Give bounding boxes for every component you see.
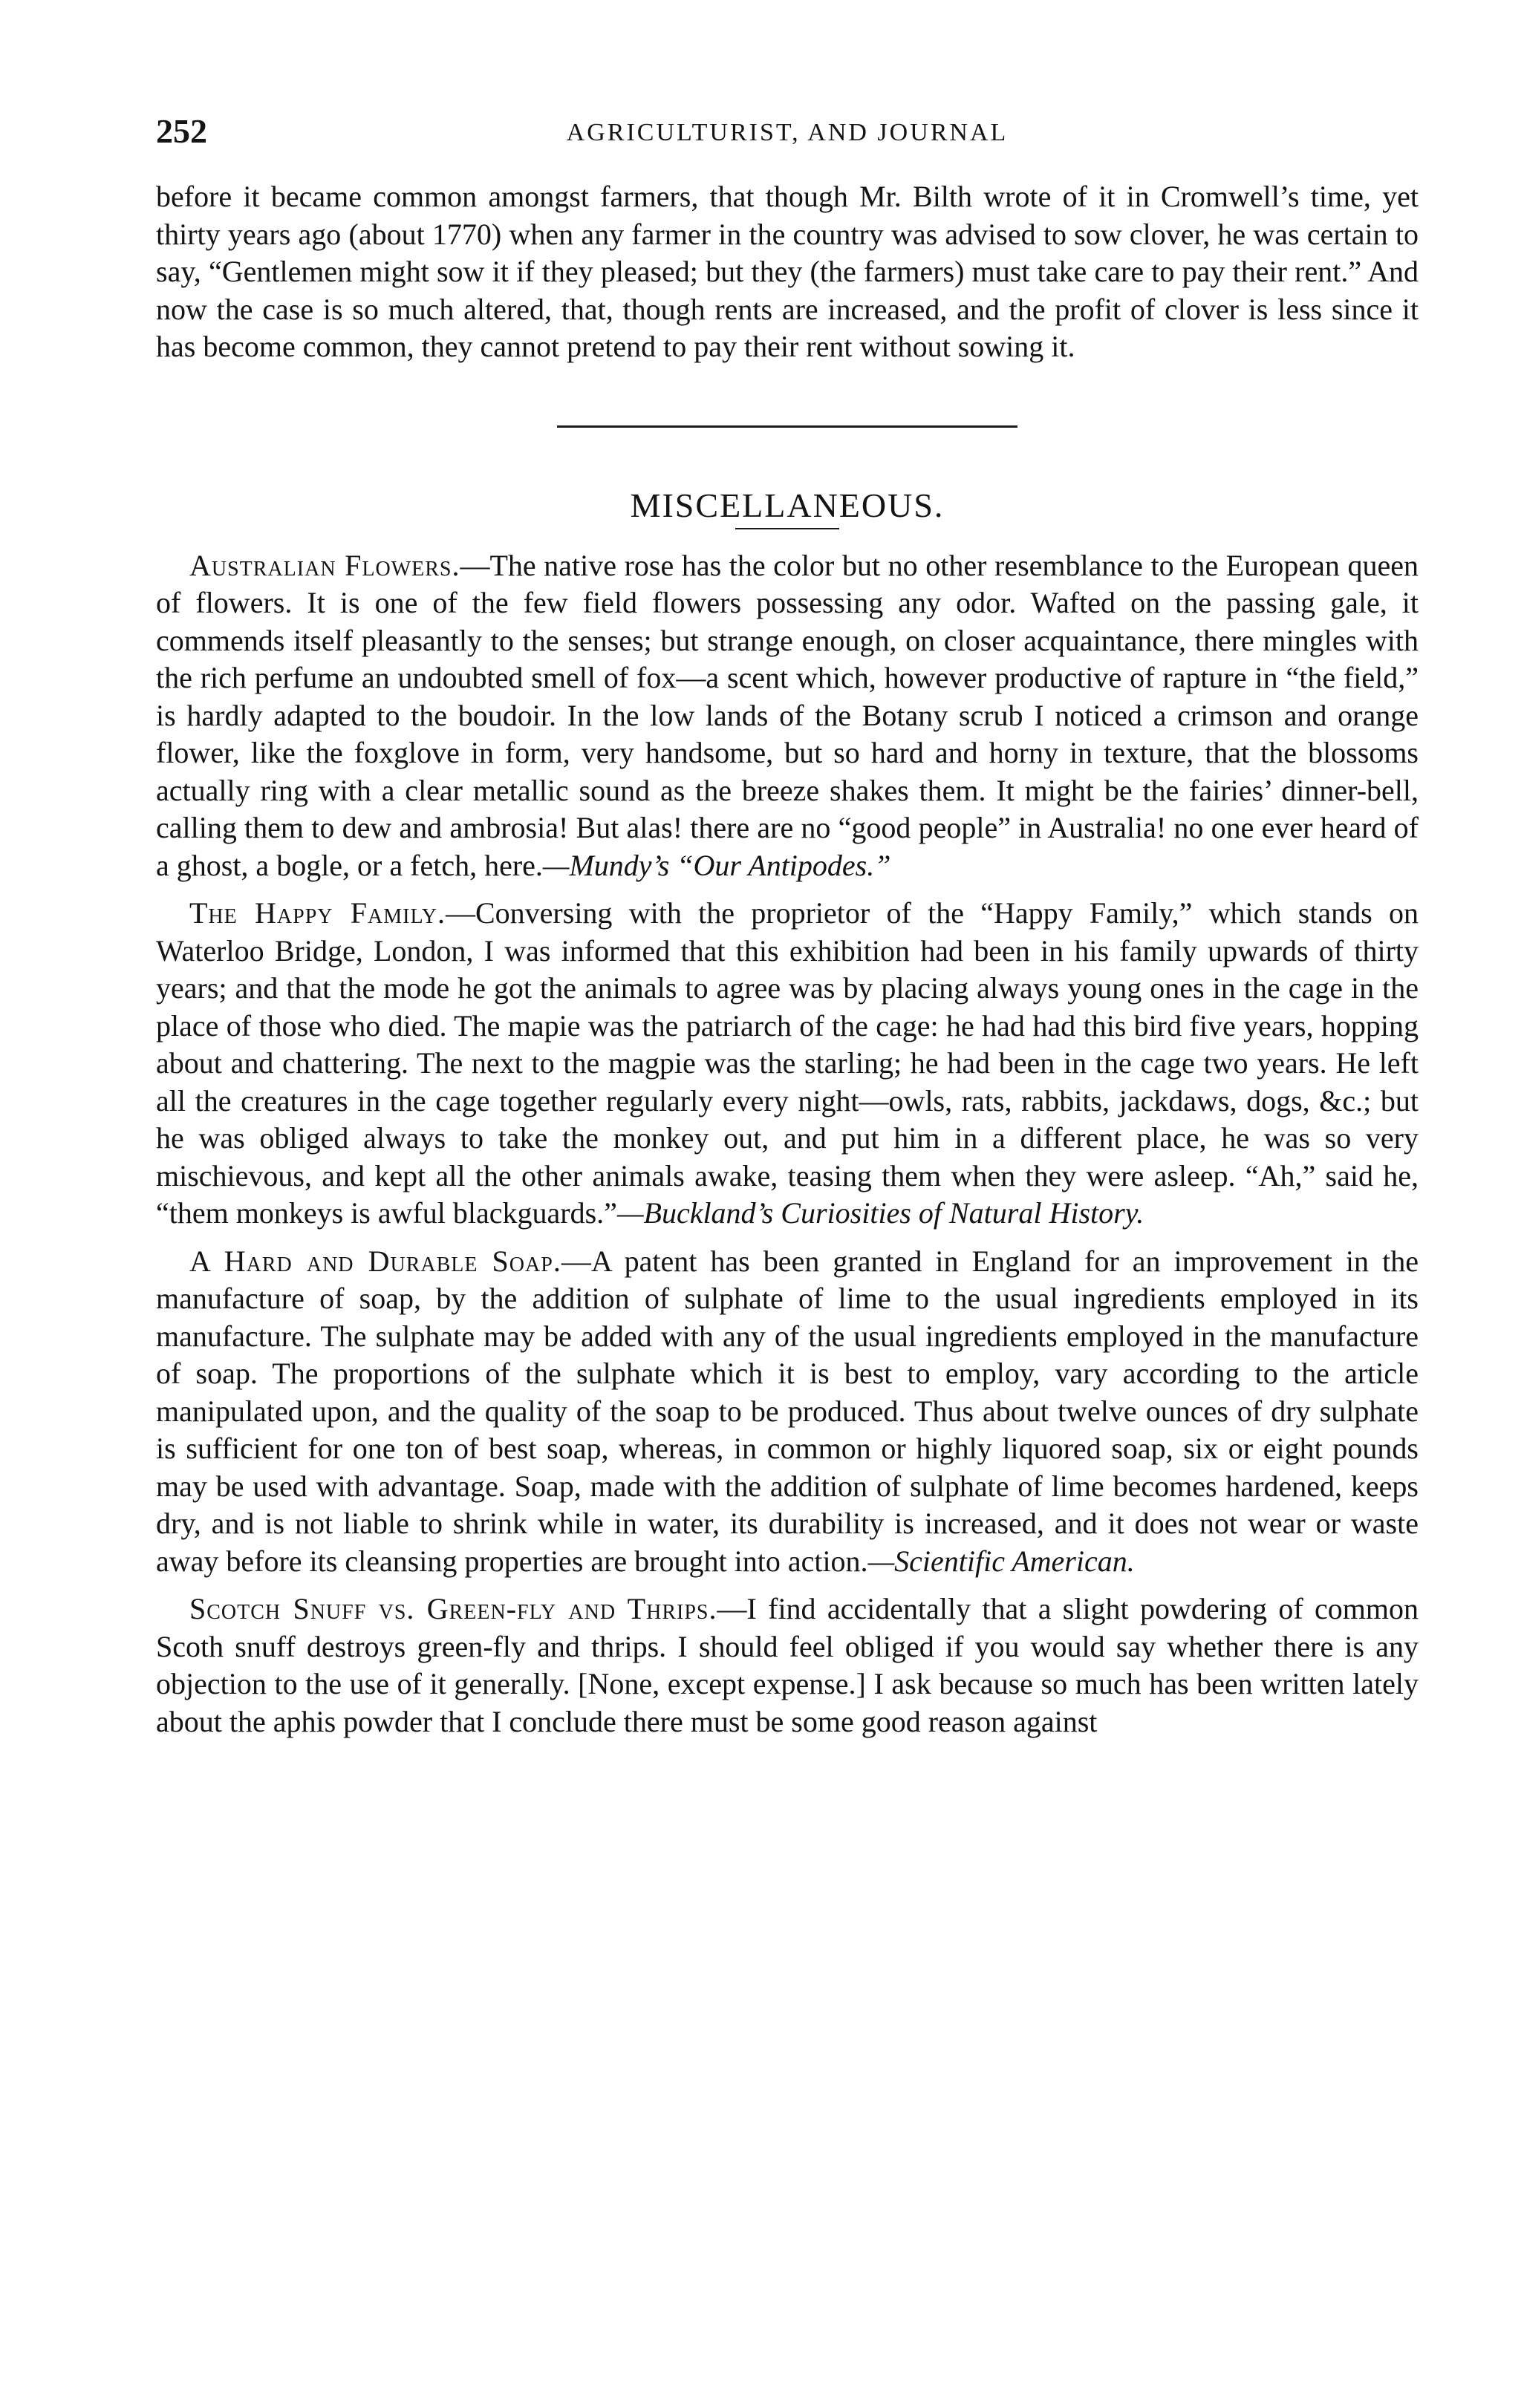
article-citation: —Buckland’s Curiosities of Natural History. [616,1196,1144,1230]
continuation-paragraph: before it became common amongst farmers, that though Mr. Bilth wrote of it in Cromwell’s time, yet thirty years ago (about 1770) when any farmer in the country was advised to sow clover, he was certain to say, “Gentlemen might sow it if they pleased; but they (the farmers) must take care to pay their rent.” And now the case is so much altered, that, though rents are increased, and the profit of clover is less since it has become common, they cannot pretend to pay their rent without sowing it. [156,180,1419,363]
section-divider [557,425,1017,428]
article-body: —The native rose has the color but no other resemblance to the European queen of flowers. It is one of the few field flowers possessing any odor. Wafted on the passing gale, it commends itself pleasantly to the senses; but strange enough, on closer acquaintance, there mingles with the rich perfume an undoubted smell of fox—a scent which, however productive of rapture in “the field,” is hardly adapted to the boudoir. In the low lands of the Botany scrub I noticed a crimson and orange flower, like the foxglove in form, very handsome, but so hard and horny in texture, that the blossoms actually ring with a clear metallic sound as the breeze shakes them. It might be the fairies’ dinner-bell, calling them to dew and ambrosia! But alas! there are no “good people” in Australia! no one ever heard of a ghost, a bogle, or a fetch, here. [156,548,1419,882]
article-citation: —Mundy’s “Our Antipodes.” [542,848,891,882]
article-heading: A Hard and Durable Soap. [189,1244,561,1278]
running-title: AGRICULTURIST, AND JOURNAL [566,119,1009,146]
article-happy-family [156,895,1419,1233]
page-number: 252 [156,112,207,150]
article-scotch-snuff [156,1590,1419,1740]
article-heading: Scotch Snuff vs. Green-fly and Thrips. [189,1592,717,1625]
article-hard-durable-soap [156,1243,1419,1581]
article-heading: Australian Flowers. [189,548,460,582]
section-title: MISCELLANEOUS. [630,486,945,524]
book-page [156,111,1419,1740]
article-heading: The Happy Family. [189,896,446,930]
article-body: —Conversing with the proprietor of the “Happy Family,” which stands on Waterloo Bridge, London, I was informed that this exhibition had been in his family upwards of thirty years; and that the mode he got the animals to agree was by placing always young ones in the cage in the place of those who died. The mapie was the patriarch of the cage: he had had this bird five years, hopping about and chattering. The next to the magpie was the starling; he had been in the cage two years. He left all the creatures in the cage together regularly every night—owls, rats, rabbits, jackdaws, dogs, &c.; but he was obliged always to take the monkey out, and put him in a different place, he was so very mischievous, and kept all the other animals awake, teasing them when they were asleep. “Ah,” said he, “them monkeys is awful blackguards.” [156,896,1419,1230]
title-underline [735,528,839,529]
article-citation: —Scientific American. [867,1544,1135,1578]
article-body: —A patent has been granted in England for an improvement in the manufacture of soap, by the addition of sulphate of lime to the usual ingredients employed in its manufacture. The sulphate may be added with any of the usual ingredients employed in the manufacture of soap. The proportions of the sulphate which it is best to employ, vary according to the article manipulated upon, and the quality of the soap to be produced. Thus about twelve ounces of dry sulphate is sufficient for one ton of best soap, whereas, in common or highly liquored soap, six or eight pounds may be used with advantage. Soap, made with the addition of sulphate of lime becomes hardened, keeps dry, and is not liable to shrink while in water, its durability is increased, and it does not wear or waste away before its cleansing properties are brought into action. [156,1244,1419,1578]
article-australian-flowers [156,547,1419,885]
running-head [156,111,1419,163]
article-body: —I find accidentally that a slight powdering of common Scoth snuff destroys green-fly and thrips. I should feel obliged if you would say whether there is any objection to the use of it generally. [None, except expense.] I ask because so much has been written lately about the aphis powder that I conclude there must be some good reason against [156,1592,1419,1738]
